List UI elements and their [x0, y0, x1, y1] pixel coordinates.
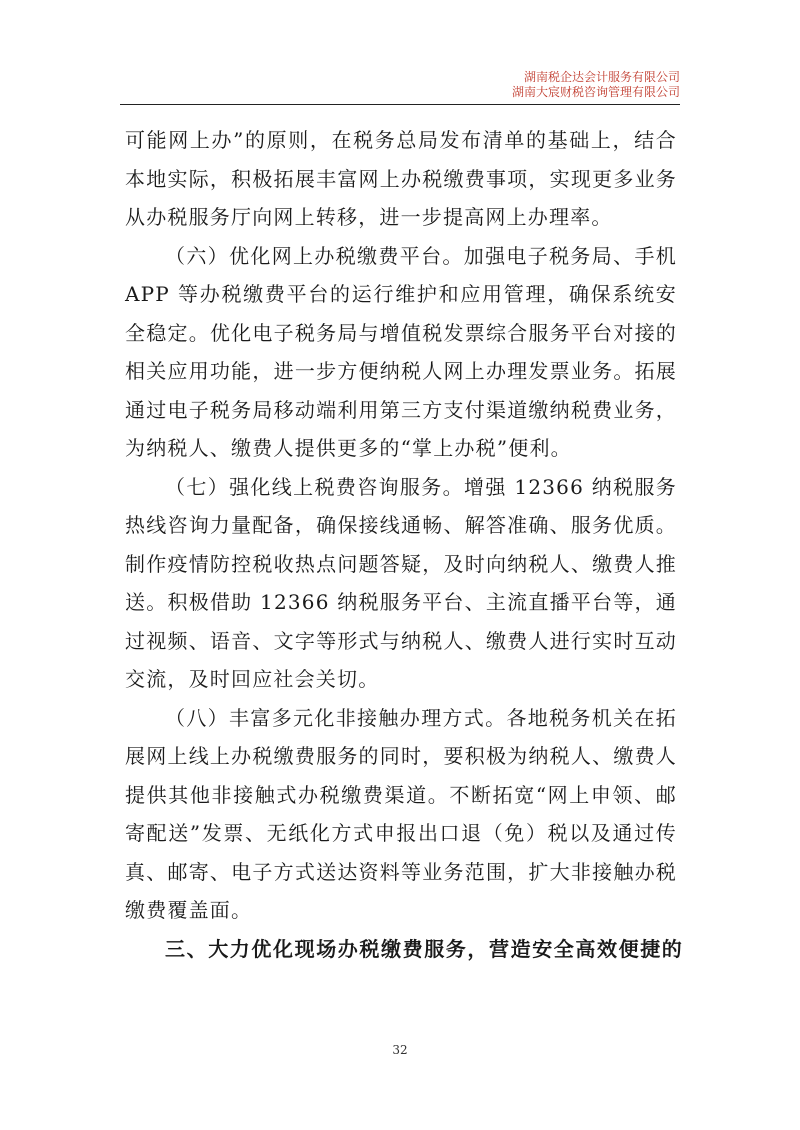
paragraph-item-7: （七）强化线上税费咨询服务。增强 12366 纳税服务热线咨询力量配备，确保接线通畅、解答准确、服务优质。制作疫情防控税收热点问题答疑，及时向纳税人、缴费人推送。积极借助 12366 纳税服务平台、主流直播平台等，通过视频、语音、文字等形式与纳税人、缴费人进行实时互动交流，及时回应社会关切。 — [125, 474, 677, 691]
paragraph-item-8: （八）丰富多元化非接触办理方式。各地税务机关在拓展网上线上办税缴费服务的同时，要积极为纳税人、缴费人提供其他非接触式办税缴费渠道。不断拓宽“网上申领、邮寄配送”发票、无纸化方式申报出口退（免）税以及通过传真、邮寄、电子方式送达资料等业务范围，扩大非接触办税缴费覆盖面。 — [125, 705, 677, 922]
paragraph-item-6: （六）优化网上办税缴费平台。加强电子税务局、手机 APP 等办税缴费平台的运行维护和应用管理，确保系统安全稳定。优化电子税务局与增值税发票综合服务平台对接的相关应用功能，进一步方便纳税人网上办理发票业务。拓展通过电子税务局移动端利用第三方支付渠道缴纳税费业务，为纳税人、缴费人提供更多的“掌上办税”便利。 — [125, 243, 677, 460]
section-heading: 三、大力优化现场办税缴费服务，营造安全高效便捷的 — [165, 936, 684, 961]
header-company-1: 湖南税企达会计服务有限公司 — [523, 70, 680, 84]
paragraph-continued: 可能网上办”的原则，在税务总局发布清单的基础上，结合本地实际，积极拓展丰富网上办税缴费事项，实现更多业务从办税服务厅向网上转移，进一步提高网上办理率。 — [125, 128, 677, 229]
document-body — [125, 121, 684, 968]
page-number: 32 — [392, 1043, 408, 1057]
header-company-2: 湖南大宸财税咨询管理有限公司 — [511, 85, 680, 99]
header-divider — [120, 104, 680, 105]
page-header — [512, 70, 680, 100]
